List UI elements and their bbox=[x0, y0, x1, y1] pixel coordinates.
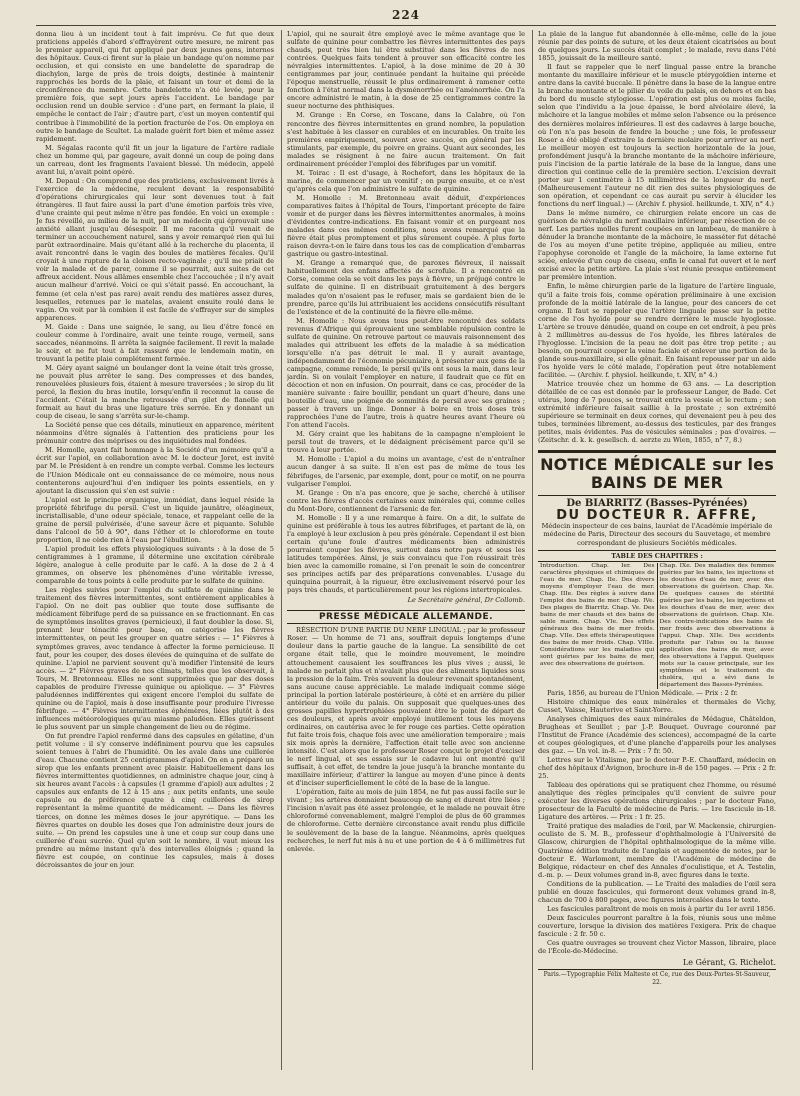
notice-title: NOTICE MÉDICALE sur les BAINS DE MER bbox=[538, 450, 776, 496]
advert-line: Tableau des opérations qui se pratiquent chez l'homme, ou résumé analytique des règles principales qu'il convient de suivre pour exécuter les diverses opérations chirurgicales ; par le docteur Fano, prosecteur de la Faculté de médecine de Paris. — 1re fascicule in-18. Ligature des artères. — Prix : 1 fr. 25. bbox=[538, 781, 776, 822]
paragraph: M. Géry ayant saigné un boulanger dont la veine était très grosse, ne pouvait plus arrêter le sang. Des compresses et des bandes, renouvelées plusieurs fois, étaient à mesure traversées ; le sirop du lit percé, la flexion du bras inutile, lorsqu'enfin il reconnut la cause de l'accident. C'était la manche retroussée d'un gilet de flanelle qui formait au haut du bras une ligature très serrée. En y donnant un coup de ciseau, le sang s'arrêta sur-le-champ. bbox=[36, 363, 274, 421]
paragraph: L'apiol produit les effets physiologiques suivants : à la dose de 5 centigrammes à 1 gramme, il détermine une excitation cérébrale légère, analogue à celle produite par le café. A la dose de 2 à 4 grammes, on observe les phénomènes d'une véritable ivresse, comparable de tous points à celle produite par le sulfate de quinine. bbox=[36, 544, 274, 586]
paragraph: Il faut se rappeler que le nerf lingual passe entre la branche montante du maxillaire inférieur et le muscle ptérygoïdien interne et entre dans la cavité buccale. Il pénètre dans la base de la langue entre la branche montante et le pilier du voile du palais, en dehors et en bas du bord du muscle stylogiosse. L'opération est plus ou moins facile, selon que l'individu a la joue épaisse, le bord alvéolaire élevé, la mâchoire et la langue mobiles et même selon l'absence ou la présence des dernières molaires inférieures. Il est des cadavres à large bouche, où l'on n'a pas besoin de fendre la bouche ; une fois, le professeur Roser a été obligé d'extraire la dernière molaire pour arriver au nerf. Le meilleur moyen est toujours la section horizontale de la joue, profondément jusqu'à la branche montante de la mâchoire inférieure, puis l'incision de la partie latérale de la base de la langue, dans une direction qui continue celle de la première section. L'excision devrait porter sur 1 centimètre à 15 millimètres de la longueur du nerf. (Malheureusement l'auteur ne dit rien des suites physiologiques de son opération, et cependant ce cas aurait pu servir à élucider les fonctions du nerf lingual.) — (Archiv f. physiol. heilkunde, t. XIV, n° 4.) bbox=[538, 63, 776, 208]
column-3 bbox=[538, 30, 776, 1068]
toc-left: Introduction. Chap. Ier. Des caractères physiques et chimiques de l'eau de mer. Chap. IIe. Des divers moyens d'employer l'eau de mer. Chap. IIIe. Des règles à suivre dans l'emploi des bains de mer. Chap. IVe. Des plages de Biarritz. Chap. Ve. Des bains de mer chauds et des bains de sable marin. Chap. VIe. Des effets généraux des bains de mer froids. Chap. VIIe. Des effets thérapeutiques des bains de mer froids. Chap. VIIIe. Considérations sur les maladies qui sont guéries par les bains de mer, avec des observations de guérison. bbox=[540, 562, 655, 667]
header-rule bbox=[36, 25, 776, 26]
paragraph: Dans le même numéro, ce chirurgien relate encore un cas de guérison de névralgie du nerf maxillaire inférieur, par résection de ce nerf. Les parties molles furent coupées en un lambeau, de manière à dénuder la branche montante de la mâchoire, le masséter fut détaché de l'os au moyen d'une petite trépine, appliquée au milieu, entre l'apophyse coronoïde et l'angle de la mâchoire, la lame externe fut sciée, enlevée d'un coup de ciseau, enfin le canal fut ouvert et le nerf excisé avec la petite artère. La plaie s'est réunie presque entièrement par première intention. bbox=[538, 209, 776, 282]
newspaper-page bbox=[36, 8, 776, 1090]
notice-credentials: Médecin inspecteur de ces bains, lauréat de l'Académie impériale de médecine de Paris, Directeur des secours du Sauvetage, et membre correspondant de plusieurs Sociétés médicales. bbox=[541, 522, 773, 547]
paragraph: M. Homolle, ayant fait hommage à la Société d'un mémoire qu'il a écrit sur l'apiol, en collaboration avec M. le docteur Joret, est invité par M. le Président à en rendre un compte verbal. Comme les lecteurs de l'Union Médicale ont eu connaissance de ce mémoire, nous nous contenterons aujourd'hui d'en indiquer les points essentiels, en y ajoutant la discussion qui s'en est suivie : bbox=[36, 446, 274, 495]
paragraph: M. Grange : On n'a pas encore, que je sache, cherché à utiliser contre les fièvres d'accès certaines eaux minérales qui, comme celles du Mont-Dore, contiennent de l'arsenic de fer. bbox=[287, 488, 525, 513]
paragraph: M. Grange a remarqué que, de paroxes fiévreux, il naissait habituellement des enfans affectés de scrofule. Il a rencontré en Corse, comme cela se voit dans les pays à fièvre, un préjugé contre le sulfate de quinine. Il en distribuait gratuitement à des bergers malades qu'on n'osaient pas le refuser, mais se gardaient bien de le prendre, parce qu'ils lui attribuaient les accidens consécutifs résultant de l'existence et de la continuité de la fièvre elle-même. bbox=[287, 259, 525, 316]
paragraph: M. Ségalas raconte qu'il fit un jour la ligature de l'artère radiale chez un homme qui, par gageure, avait donné un coup de poing dans un carreau, dont les fragments l'avaient blessé. Un médecin, appelé avant lui, n'avait point opéré. bbox=[36, 143, 274, 176]
paragraph: La Société pense que ces détails, minutieux en apparence, méritent néanmoins d'être signalés à l'attention des praticiens pour les prémunir contre des méprises ou des inquiétudes mal fondées. bbox=[36, 421, 274, 446]
advert-line: Histoire chimique des eaux minérales et thermales de Vichy, Cusset, Vaisse, Hauterive et Saint-Yorre. bbox=[538, 697, 776, 714]
paragraph: Matrice trouvée chez un homme de 63 ans. — La description détaillée de ce cas est donnée par le professeur Langer, de Bade. Cet utérus, long de 7 pouces, se trouvait entre la vessie et le rectum ; son extrémité inférieure faisait saillie à la prostate ; son extrémité supérieure se terminait en deux cornes, qui devenaient peu à peu des tubes, terminées librement, au-dessus des testicules, par des franges petites, mais évidentes. Pas de vésicules séminales ; pas d'ovaires. — (Zeitschr. d. k. k. gesellsch. d. aerzte zu Wien, 1855, n° 7, 8.) bbox=[538, 380, 776, 445]
paragraph: RÉSECTION D'UNE PARTIE DU NERF LINGUAL ; par le professeur Roser. — Un homme de 71 ans, souffrait depuis longtemps d'une douleur dans la partie gauche de la langue. La sensibilité de cet organe était telle, que le moindre mouvement, le moindre attouchement causaient les souffrances les plus vives ; aussi, le malade ne parlait plus et n'avalait plus que des aliments liquides sous la pression de la faim. Très souvent la douleur revenait spontanément, sans aucune cause appréciable. Le malade indiquait comme siége principal la portion latérale postérieure, à côté et en arrière du pilier antérieur du voile du palais. On supposait que quelques-unes des grosses papilles hypertrophiées pouvaient être le point de départ de ces douleurs, et après avoir employé inutilement tous les moyens ordinaires, on cautérisa avec le fer rouge ces parties. Cette opération fut faite trois fois, chaque fois avec une amélioration temporaire ; mais six mois après la dernière, l'affection était telle avec son ancienne intensité. C'est alors que le professeur Roser conçut le projet d'exciser le nerf lingual, et ses essais sur le cadavre lui ont montré qu'il suffisait, à cet effet, de tendre la joue jusqu'à la branche montante du maxillaire inférieur, d'attirer la langue au moyen d'une pince à dents et d'inciser superficiellement le côté de la base de la langue. bbox=[287, 626, 525, 788]
advert-line: Paris, 1856, au bureau de l'Union Médicale. — Prix : 2 fr. bbox=[547, 688, 738, 697]
paragraph: Enfin, le même chirurgien parle de la ligature de l'artère linguale, qu'il a faite trois fois, comme opération préliminaire à une excision profonde de la moitié latérale de la langue, pour des cancers de cet organe. Il faut se rappeler que l'artère linguale passe sur la petite corne de l'os hyoïde pour se rendre derrière le muscle hyoglosse. L'artère se trouve dénudée, quand on coupe en cet endroit, à peu près à 2 millimètres au-dessus de l'os hyoïde, les fibres latérales de l'hyoglosse. L'incision de la peau ne doit pas être trop petite ; au besoin, on pourrait couper la veine faciale et enlever une portion de la glande sous-maxillaire, si elle gênait. En faisant repousser par un aide l'os hyoïde vers le côté malade, l'opération peut être notablement facilitée. — (Archiv. f. physiol. heilkunde, t. XIV, n° 4.) bbox=[538, 282, 776, 379]
column-2 bbox=[287, 30, 525, 1068]
advert-line: Analyses chimiques des eaux minérales de Médague, Châteldon, Brugheas et Seuillet ; par J.-P. Bouquet. Ouvrage couronné par l'Institut de France (Académie des sciences), accompagné de la carte et coupes géologiques, et d'une planche d'appareils pour les analyses des gaz. — Un vol. in-8. — Prix : 7 fr. 50. bbox=[538, 714, 776, 755]
advert-line: Lettres sur le Vitalisme, par le docteur P.-E. Chauffard, médecin en chef des hôpitaux d'Avignon, brochure in-8 de 150 pages. — Prix : 2 fr. 25. bbox=[538, 756, 776, 781]
advert-line: Les fascicules paraîtront de mois en mois à partir du 1er avril 1856. bbox=[547, 904, 776, 913]
gerant-signature: Le Gérant, G. Richelot. bbox=[682, 958, 776, 968]
paragraph: L'apiol est le principe organique, immédiat, dans lequel réside la propriété fébrifuge du persil. C'est un liquide jaunâtre, oléagineux, incristallisable, d'une odeur spéciale, tenace, et rappelant celle de la graine de persil pulvérisée, d'une saveur âcre et piquante. Soluble dans l'alcool de 50 à 90°, dans l'éther et le chloroforme en toute proportion, il ne cède rien à l'eau par l'ébullition. bbox=[36, 495, 274, 544]
paragraph: L'apiol, qui ne saurait être employé avec le même avantage que le sulfate de quinine pour combattre les fièvres intermittentes des pays chauds, peut très bien lui être substitué dans les fièvres de nos contrées. Quelques faits tendent à prouver son efficacité contre les névralgies intermittentes. L'apiol, à la dose minime de 20 à 30 centigrammes par jour, continuée pendant la huitaine qui précède l'époque menstruelle, réussit le plus ordinairement à ramener cette fonction à l'état normal dans la dysménorrhée ou l'aménorrhée. On l'a encore administré le matin, à la dose de 25 centigrammes contre la sueur nocturne des phthisiques. bbox=[287, 30, 525, 111]
advert-line: Traité pratique des maladies de l'œil, par W. Mackensie, chirurgien-oculiste de S. M. B., professeur d'ophthalmologie à l'Université de Glascow, chirurgien de l'hôpital ophthalmologique de la même ville. Quatrième édition traduite de l'anglais et augmentée de notes, par le docteur E. Warlomont, membre de l'Académie de médecine de Belgique, rédacteur en chef des Annales d'oculistique, et A. Testelin, d.-m. p. — Deux volumes grand in-8, avec figures dans le texte. bbox=[538, 822, 776, 879]
column-divider bbox=[281, 30, 282, 1070]
column-1 bbox=[36, 30, 274, 1068]
paragraph: L'opération, faite au mois de juin 1854, ne fut pas aussi facile sur le vivant ; les artères donnaient beaucoup de sang et durent être liées ; l'incision n'avait pas été assez prolongée, et le malade ne pouvait être chloroformé convenablement, malgré l'emploi de plus de 60 grammes de chloroforme. Cette dernière circonstance avait rendu plus difficile le soulèvement de la base de la langue. Néanmoins, après quelques recherches, le nerf fut mis à nu et une portion de 4 à 6 millimètres fut enlevée. bbox=[287, 788, 525, 853]
paragraph: M. Homolle : M. Bretonneau avait déduit, d'expériences comparatives faites à l'hôpital de Tours, l'important précepte de faire vomir et de purger dans les fièvres intermittentes anormales, à moins d'évidentes contre-indications. En faisant vomir et en purgeant nos malades dans ces mêmes conditions, nous avons remarqué que la fièvre était plus promptement et plus sûrement coupée. À plus forte raison devra-t-on le faire dans tous les cas de complication d'embarras gastrique ou gastro-intestinal. bbox=[287, 193, 525, 259]
paragraph: M. Géry craint que les habitans de la campagne n'emploient le persil tout de travers, et le dédaignent précisément parce qu'il se trouve à leur portée. bbox=[287, 430, 525, 455]
printer-imprint: Paris.—Typographie Félix Malteste et Ce, rue des Deux-Portes-St-Sauveur, 22. bbox=[538, 969, 776, 987]
page-number: 224 bbox=[391, 8, 421, 22]
paragraph: M. Gaide : Dans une saignée, le sang, au lieu d'être foncé en couleur comme à l'ordinaire, avait une teinte rouge, vermeil, sans saccades, néanmoins. Il arrêta la saignée facilement. Il revit la malade le soir, et ne fut tout à fait rassuré que le lendemain matin, en trouvant la petite plaie complétement fermée. bbox=[36, 322, 274, 363]
paragraph: M. Homolle : Il y a une remarque à faire. On a dit, le sulfate de quinine est préférable à tous les autres fébrifuges, et partant de là, on l'a employé à leur exclusion à peu près générale. Cependant il est bien certain qu'une foule d'autres médicaments bien administrés pourraient couper les fièvres, surtout dans notre pays et sous les latitudes tempérées. Ainsi, je suis convaincu que l'on réussirait très bien avec la camomille romaine, si l'on prenait le soin de concentrer ses principes actifs par des préparations convenables. L'usage du quinquina pourrait, à la rigueur, être exclusivement réservé pour les pays très chauds, et particulièrement pour les régions intertropicales. bbox=[287, 513, 525, 595]
paragraph: M. Depaul : On comprend que des praticiens, exclusivement livrés à l'exercice de la médecine, reculent devant la responsabilité d'opérations chirurgicales qui leur sont devenues tout à fait étrangères. Il faut faire aussi la part d'une émotion parfois très vive, d'une crainte qui peut même n'être pas fondée. En voici un exemple : Je fus réveillé, au milieu de la nuit, par un médecin qui éprouvait une anxiété allant jusqu'au désespoir. Il me raconta qu'il venait de terminer un accouchement naturel, sans y avoir remarqué rien qui lui parût extraordinaire. Mais qu'étant allé à la recherche du placenta, il avait rencontré dans le vagin des boules de matières fécales. Qu'il croyait à une rupture de la cloison recto-vaginale ; qu'il me priait de voir la malade et de parer, comme il se pourrait, aux suites de cet affreux accident. Nous allâmes ensemble chez l'accouchée ; il n'y avait aucun malheur d'arrivé. Voici ce qui s'était passé. En accouchant, la femme (et cela n'est pas rare) avait rendu des matières assez dures, lesquelles, retenues par le matelas, avaient ensuite roulé dans le vagin. On voit par là combien il est facile de s'effrayer sur de simples apparences. bbox=[36, 176, 274, 322]
advert-line: Deux fascicules pourront paraître à la fois, réunis sous une même couverture, lorsque la division des matières l'exigera. Prix de chaque fascicule : 2 fr. 50 c. bbox=[538, 913, 776, 938]
paragraph: Les règles suivies pour l'emploi du sulfate de quinine dans le traitement des fièvres intermittentes, sont entièrement applicables à l'apiol. On ne doit pas oublier que toute dose suffisante de médicament fébrifuge perd de sa puissance en se fractionnant. En cas de symptômes insolites graves (pernicieux), il faut doubler la dose. Si, prenant leur ténacité pour base, on catégorise les fièvres intermittentes, on peut les grouper en quatre séries : — 1° Fièvres à symptômes graves, avec tendance à affecter la forme pernicieuse. Il faut, pour les couper, des doses élevées de quinquina et de sulfate de quinine. L'apiol ne parvient souvent qu'à modifier l'intensité de leurs accès. — 2° Fièvres graves de nos climats, telles que les observait, à Tours, M. Bretonneau. Elles ne sont supprimées que par des doses capables de produire l'ivresse quinique ou apiolique. — 3° Fièvres paludéennes indifférentes qui exigent encore l'emploi du sulfate de quinine ou de l'apiol, mais à dose insuffisante pour produire l'ivresse fébrifuge. — 4° Fièvres intermittentes éphémères, liées plutôt à des influences météorologiques qu'au miasme paludéen. Elles guérissent le plus souvent par un simple changement de lieu ou de régime. bbox=[36, 586, 274, 731]
advert-line: Ces quatre ouvrages se trouvent chez Victor Masson, libraire, place de l'École-de-Médecine. bbox=[538, 939, 776, 956]
advert-line: Conditions de la publication. — Le Traité des maladies de l'œil sera publié en douze fascicules, qui formeront deux volumes grand in-8, chacun de 700 à 800 pages, avec figures intercalées dans le texte. bbox=[538, 879, 776, 904]
paragraph: M. Homolle : L'apiol a du moins un avantage, c'est de n'entraîner aucun danger à sa suite. Il n'en est pas de même de tous les fébrifuges, de l'arsenic, par exemple, dont, pour ce motif, on ne pourra vulgariser l'emploi. bbox=[287, 455, 525, 488]
paragraph: La plaie de la langue fut abandonnée à elle-même, celle de la joue réunie par des points de suture, et les deux étaient cicatrisées au bout de quelques jours. Le succès était complet ; le malade, revu dans l'été 1855, jouissait de la meilleure santé. bbox=[538, 30, 776, 63]
secretary-signature: Le Secrétaire général, Dr Collomb. bbox=[407, 596, 525, 605]
table-of-contents-heading: TABLE DES CHAPITRES : bbox=[538, 550, 776, 562]
notice-author: DU DOCTEUR R. AFFRE, bbox=[556, 508, 758, 524]
notice-subtitle: De BIARRITZ (Basses-Pyrénées) bbox=[566, 498, 748, 510]
paragraph: M. Homolle : Nous avons tous peut-être rencontré des soldats revenus d'Afrique qui éprouvaient une semblable répulsion contre le sulfate de quinine. On retrouve partout ce mauvais raisonnement des malades qui attribuent les effets de la maladie à sa médication lorsqu'elle n'a pas détruit le mal. Il y aurait avantage, indépendamment de l'économie pécuniaire, à présenter aux gens de la campagne, comme remède, le persil qu'ils ont sous la main, dans leur jardin. Si on voulait l'employer en nature, il faudrait que ce fût en décoction et non en infusion. On pourrait, dans ce cas, procéder de la manière suivante : faire bouillir, pendant un quart d'heure, dans une bouteille d'eau, une poignée de sommités de persil avec ses graines ; passer à travers un linge. Donner à boire en trois doses très rapprochées l'une de l'autre, trois à quatre heures avant l'heure où l'on attend l'accès. bbox=[287, 316, 525, 430]
column-divider bbox=[532, 30, 533, 1070]
toc-right: Chap. IXe. Des maladies des femmes guéries par les bains, les injections et les douches d'eau de mer, avec des observations de guérison. Chap. Xe. De quelques causes de stérilité guéries par les bains, les injections et les douches d'eau de mer, avec des observations de guérison. Chap. XIe. Des contre-indications des bains de mer froids avec des observations à l'appui. Chap. XIIe. Des accidents produits par l'abus ou la fausse application des bains de mer, avec des observations à l'appui. Quelques mots sur la cause principale, sur les symptômes et le traitement du choléra, qui a sévi dans le département des Basses-Pyrénées. bbox=[657, 563, 777, 689]
table-of-contents bbox=[538, 563, 776, 689]
paragraph: donna lieu à un incident tout à fait imprévu. Ce fut que deux praticiens appelés d'abord s'effrayèrent outre mesure, ne mirent pas le premier appareil, qui fut appliqué par deux jeunes gens, internes des hôpitaux. Ceux-ci firent sur la plaie un bandage qu'on nomme par occlusion, et qui consiste en une bandelette de sparadrap de diachylon, large de près de trois doigts, destinée à maintenir rapprochés les bords de la plaie, et faisant un tour et demi de la circonférence du membre. Cette bandelette n'a été levée, pour la première fois, que sept jours après l'accident. Le bandage par occlusion rend un double service : d'une part, en fermant la plaie, il empêche le contact de l'air ; d'autre part, c'est un moyen contentif qui contribue à l'immobilité de la portion fracturée de l'os. On employa en outre le bandage de Scultet. La malade guérit fort bien et même assez rapidement. bbox=[36, 30, 274, 143]
paragraph: On fut prendre l'apiol renfermé dans des capsules en gélatine, d'un petit volume : il s'y conserve indéfiniment pourvu que les capsules soient tenues à l'abri de l'humidité. On les avale dans une cuillerée d'eau. Chacune contient 25 centigrammes d'apiol. On en a préparé un sirop que les enfants prennent avec plaisir. Habituellement dans les fièvres intermittentes quotidiennes, on administre chaque jour, cinq à six heures avant l'accès : à capsules (1 gramme d'apiol) aux adultes ; 2 capsules aux enfants de 12 à 15 ans ; aux petits enfants, une seule capsule ou de préférence quatre à cinq cuillerées de sirop représentant la même quantité de médicament. — Dans les fièvres tierces, on donne les mêmes doses le jour apyrétique. — Dans les fièvres quartes on double les doses que l'on administre deux jours de suite. — On prend les capsules une à une et coup sur coup dans une cuillerée d'eau sucrée. Quel qu'en soit le nombre, il vaut mieux les prendre au même instant qu'à des intervalles éloignés ; quand la fièvre est coupée, on continue les capsules, mais à doses décroissantes de jour en jour. bbox=[36, 732, 274, 869]
section-heading: PRESSE MÉDICALE ALLEMANDE. bbox=[287, 610, 525, 624]
paragraph: M. Toirac : Il est d'usage, à Rochefort, dans les hôpitaux de la marine, de commencer par un vomitif ; on purge ensuite, et ce n'est qu'après cela que l'on administre le sulfate de quinine. bbox=[287, 168, 525, 193]
paragraph: M. Grange : En Corse, en Toscane, dans la Calabre, où l'on rencontre des fièvres intermittentes en grand nombre, la population s'est habituée à les classer en curables et en incurables. On traite les premières empiriquement, souvent avec succès, en général par les stimulants, par exemple, du poivre en grains. Quant aux secondes, les malades se résignent à ne faire aucun traitement. On fait ordinairement précéder l'emploi des fébrifuges par un vomitif. bbox=[287, 111, 525, 168]
